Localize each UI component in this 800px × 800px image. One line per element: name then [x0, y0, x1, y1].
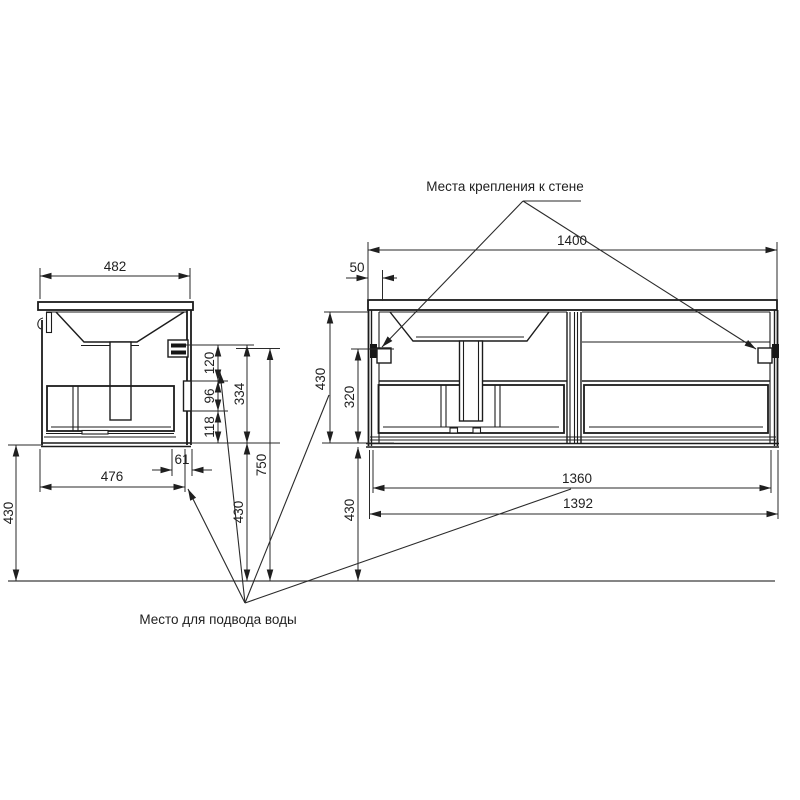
side-view [38, 302, 193, 447]
dim-text-430-front-top: 430 [313, 367, 328, 391]
side-basin [56, 312, 184, 342]
wall-mount-leader-left [382, 201, 523, 347]
front-right-bracket [758, 344, 779, 363]
dim-text-482: 482 [103, 259, 127, 274]
wall-mount-callout [382, 179, 756, 349]
dim-width-top [368, 233, 777, 299]
dim-text-1400: 1400 [556, 233, 588, 248]
dim-text-120: 120 [202, 351, 217, 375]
dim-text-1392: 1392 [562, 496, 594, 511]
dim-text-430-front-bottom: 430 [342, 498, 357, 522]
dim-text-118: 118 [202, 416, 217, 438]
dim-cabinet-height [313, 312, 394, 443]
wall-mount-leader-right [523, 201, 756, 349]
water-leader-height [245, 395, 329, 603]
front-drain-pipe [450, 341, 483, 433]
dim-text-476: 476 [100, 469, 124, 484]
front-middle-divider [567, 312, 581, 443]
side-wall-bracket [168, 340, 188, 357]
front-view [366, 300, 779, 447]
dim-text-50: 50 [349, 260, 365, 275]
side-drain-pipe [110, 342, 131, 420]
dim-text-96: 96 [202, 388, 217, 404]
front-view-dimensions [313, 233, 778, 581]
dim-body-height [232, 345, 247, 443]
dim-text-320: 320 [342, 385, 357, 409]
dim-text-430-side: 430 [231, 500, 246, 524]
dim-under-clearance-side [231, 443, 247, 581]
front-countertop [368, 300, 777, 310]
front-right-drawer [584, 385, 768, 433]
wall-mount-label: Места крепления к стене [426, 179, 584, 194]
dim-text-430-left: 430 [1, 501, 16, 525]
dim-text-61: 61 [174, 452, 190, 467]
side-countertop [38, 302, 193, 310]
water-supply-label: Место для подвода воды [139, 612, 297, 627]
dim-text-1360: 1360 [561, 471, 593, 486]
dim-under-clearance-front [342, 447, 358, 581]
dim-wall-clearance [1, 445, 43, 581]
side-water-cutout [184, 381, 192, 411]
dim-text-750: 750 [254, 453, 269, 477]
dim-depth-top [40, 259, 190, 299]
dim-back-offset [152, 449, 212, 476]
dim-side-inset [346, 260, 397, 301]
dim-text-334: 334 [232, 382, 247, 406]
dim-width-inner [373, 450, 771, 493]
water-leader-cutout [220, 372, 245, 603]
water-leader-front [245, 489, 571, 603]
front-base [366, 437, 779, 447]
side-door-tab [47, 313, 52, 333]
side-base [41, 431, 191, 447]
front-left-bracket [370, 344, 391, 363]
